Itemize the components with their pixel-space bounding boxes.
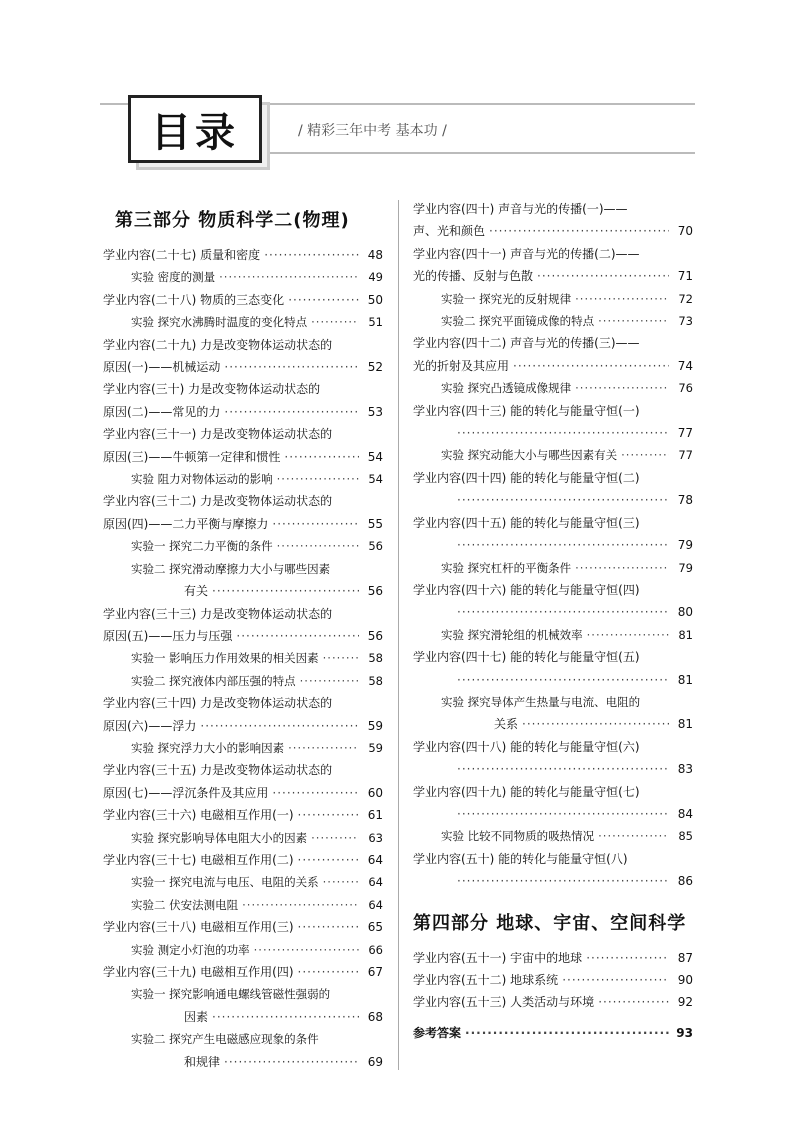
- page-number: 81: [678, 627, 693, 642]
- entry-title: 学业内容(三十五) 力是改变物体运动状态的: [103, 763, 333, 778]
- leader-dots: [457, 422, 669, 444]
- toc-entry[interactable]: [103, 939, 383, 961]
- entry-title: 学业内容(四十九) 能的转化与能量守恒(七): [413, 784, 640, 799]
- page-number: 60: [367, 785, 383, 800]
- leader-dots: [298, 804, 359, 826]
- page-number: 79: [677, 538, 693, 553]
- toc-entry[interactable]: [413, 646, 693, 668]
- toc-entry[interactable]: [103, 715, 383, 737]
- entry-title: 学业内容(三十四) 力是改变物体运动状态的: [103, 696, 333, 711]
- toc-list-right-2: [413, 947, 693, 1014]
- toc-entry[interactable]: [103, 849, 383, 871]
- leader-dots: [254, 939, 359, 961]
- toc-entry[interactable]: [413, 758, 693, 780]
- toc-entry[interactable]: [413, 691, 693, 713]
- toc-entry[interactable]: [103, 535, 383, 557]
- entry-title: 实验一 探究二力平衡的条件: [131, 539, 273, 554]
- page-number: 56: [368, 539, 383, 554]
- section-title-3: 第三部分 物质科学二(物理): [115, 210, 350, 231]
- leader-dots: [298, 849, 359, 871]
- header: [0, 0, 800, 180]
- page-number: 93: [676, 1025, 693, 1040]
- entry-title: 学业内容(三十九) 电磁相互作用(四): [103, 965, 294, 979]
- leader-dots: [298, 916, 359, 938]
- toc-entry[interactable]: [103, 289, 383, 311]
- entry-title: 原因(一)——机械运动: [103, 360, 221, 375]
- toc-entry[interactable]: [413, 713, 693, 735]
- leader-dots: [284, 446, 359, 468]
- leader-dots: [200, 715, 359, 737]
- toc-entry[interactable]: [413, 848, 693, 870]
- page-number: 81: [677, 672, 693, 687]
- leader-dots: [537, 265, 669, 287]
- leader-dots: [224, 356, 359, 378]
- toc-entry[interactable]: [103, 1051, 383, 1073]
- toc-entry[interactable]: [103, 423, 383, 445]
- entry-title: 声、光和颜色: [413, 224, 486, 239]
- page-number: 64: [367, 852, 383, 867]
- leader-dots: [264, 244, 359, 266]
- toc-entry[interactable]: [413, 624, 693, 646]
- entry-title: 实验二 探究平面镜成像的特点: [441, 314, 595, 329]
- page-number: 50: [367, 292, 383, 307]
- toc-entry[interactable]: [103, 961, 383, 983]
- page-number: 59: [367, 718, 383, 733]
- entry-title: 学业内容(五十二) 地球系统: [413, 973, 559, 987]
- leader-dots: [575, 557, 669, 579]
- toc-entry[interactable]: [413, 310, 693, 332]
- toc-entry[interactable]: [413, 991, 693, 1013]
- page-number: 58: [368, 673, 383, 688]
- toc-right-column: [413, 198, 693, 1044]
- leader-dots: [457, 489, 669, 511]
- entry-title: 学业内容(三十三) 力是改变物体运动状态的: [103, 606, 333, 621]
- toc-entry[interactable]: [413, 265, 693, 287]
- toc-entry[interactable]: [103, 804, 383, 826]
- toc-entry[interactable]: [413, 825, 693, 847]
- entry-title: 原因(二)——常见的力: [103, 404, 221, 419]
- page-number: 77: [677, 426, 693, 441]
- entry-title: 实验 探究浮力大小的影响因素: [131, 740, 285, 755]
- entry-title: 学业内容(四十二) 声音与光的传播(三)——: [413, 336, 640, 351]
- leader-dots: [457, 803, 669, 825]
- toc-entry[interactable]: [103, 558, 383, 580]
- entry-title: 实验 阻力对物体运动的影响: [131, 472, 273, 487]
- toc-entry[interactable]: [103, 759, 383, 781]
- page-number: 55: [367, 516, 383, 531]
- page-subtitle: / 精彩三年中考 基本功 /: [298, 123, 447, 139]
- entry-title: 实验 密度的测量: [131, 270, 216, 285]
- page-number: 48: [367, 248, 383, 262]
- toc-entry[interactable]: [413, 489, 693, 511]
- toc-entry[interactable]: [413, 400, 693, 422]
- entry-title: 学业内容(四十六) 能的转化与能量守恒(四): [413, 582, 640, 597]
- page-number: 69: [367, 1054, 383, 1069]
- page-number: 77: [678, 448, 693, 463]
- leader-dots: [219, 266, 359, 288]
- toc-entry[interactable]: [103, 266, 383, 288]
- entry-title: 学业内容(三十八) 电磁相互作用(三): [103, 920, 294, 935]
- toc-entry[interactable]: [413, 969, 693, 991]
- page-number: 56: [367, 584, 383, 599]
- leader-dots: [586, 947, 669, 969]
- entry-title: 学业内容(二十九) 力是改变物体运动状态的: [103, 337, 333, 352]
- entry-title: 实验 探究水沸腾时温度的变化特点: [131, 315, 308, 330]
- leader-dots: [224, 1051, 359, 1073]
- entry-title: 实验 探究杠杆的平衡条件: [441, 560, 572, 575]
- leader-dots: [311, 311, 359, 333]
- entry-title: 学业内容(三十二) 力是改变物体运动状态的: [103, 494, 333, 509]
- leader-dots: [272, 513, 359, 535]
- toc-entry[interactable]: [413, 288, 693, 310]
- entry-title: 学业内容(三十一) 力是改变物体运动状态的: [103, 427, 333, 442]
- leader-dots: [562, 969, 669, 991]
- entry-title: 学业内容(五十三) 人类活动与环境: [413, 995, 595, 1010]
- toc-entry[interactable]: [413, 947, 693, 969]
- toc-entry[interactable]: [103, 983, 383, 1005]
- page-number: 78: [677, 493, 693, 508]
- toc-entry[interactable]: [103, 827, 383, 849]
- toc-entry[interactable]: [103, 311, 383, 333]
- page-number: 68: [367, 1009, 383, 1024]
- page-number: 63: [368, 830, 383, 845]
- toc-entry[interactable]: [103, 446, 383, 468]
- toc-entry[interactable]: [103, 647, 383, 669]
- entry-title: 原因(五)——压力与压强: [103, 628, 233, 643]
- page-number: 64: [368, 875, 383, 890]
- page-number: 81: [677, 717, 693, 732]
- toc-entry[interactable]: [413, 803, 693, 825]
- page-number: 54: [368, 472, 383, 487]
- entry-title: 原因(四)——二力平衡与摩擦力: [103, 516, 269, 531]
- page-number: 72: [678, 291, 693, 306]
- page-number: 64: [368, 897, 383, 912]
- page-number: 51: [368, 315, 383, 330]
- toc-entry[interactable]: [103, 490, 383, 512]
- entry-title: 实验 探究导体产生热量与电流、电阻的: [441, 694, 641, 709]
- leader-dots: [277, 468, 359, 490]
- entry-title: 学业内容(二十七) 质量和密度: [103, 248, 261, 262]
- entry-title: 学业内容(四十七) 能的转化与能量守恒(五): [413, 650, 640, 665]
- toc-entry[interactable]: [103, 670, 383, 692]
- page-number: 56: [367, 628, 383, 643]
- page-number: 87: [677, 950, 693, 965]
- entry-title: 实验二 探究液体内部压强的特点: [131, 673, 296, 688]
- entry-title: 学业内容(四十三) 能的转化与能量守恒(一): [413, 403, 640, 418]
- toc-entry[interactable]: [103, 1006, 383, 1028]
- entry-title: 有关: [184, 584, 209, 599]
- entry-title: 原因(六)——浮力: [103, 718, 197, 733]
- leader-dots: [575, 377, 669, 399]
- page-number: 52: [367, 360, 383, 375]
- entry-title: 学业内容(五十一) 宇宙中的地球: [413, 950, 583, 965]
- column-divider: [398, 200, 399, 1070]
- page-number: 80: [677, 605, 693, 620]
- leader-dots: [465, 1022, 669, 1044]
- toc-entry[interactable]: [413, 422, 693, 444]
- entry-title: 实验二 伏安法测电阻: [131, 897, 239, 912]
- toc-entry[interactable]: [413, 736, 693, 758]
- page-number: 92: [677, 995, 693, 1010]
- page-number: 90: [677, 973, 693, 987]
- section-title-4: 第四部分 地球、宇宙、空间科学: [413, 912, 687, 934]
- page-number: 53: [367, 404, 383, 419]
- toc-entry[interactable]: [413, 512, 693, 534]
- leader-dots: [288, 737, 359, 759]
- leader-dots: [298, 961, 359, 983]
- entry-title: 原因(七)——浮沉条件及其应用: [103, 785, 269, 800]
- toc-entry[interactable]: [103, 356, 383, 378]
- entry-title: 学业内容(四十一) 声音与光的传播(二)——: [413, 246, 640, 261]
- leader-dots: [242, 894, 359, 916]
- toc-entry[interactable]: [103, 603, 383, 625]
- entry-title: 和规律: [184, 1054, 221, 1069]
- entry-title: 关系: [494, 717, 519, 732]
- toc-entry[interactable]: [413, 557, 693, 579]
- leader-dots: [513, 355, 669, 377]
- entry-title: 实验一 探究电流与电压、电阻的关系: [131, 875, 319, 890]
- page-number: 86: [677, 874, 693, 889]
- page-number: 73: [678, 314, 693, 329]
- leader-dots: [236, 625, 359, 647]
- entry-title: 实验二 探究产生电磁感应现象的条件: [131, 1032, 319, 1047]
- toc-list-right: [413, 198, 693, 893]
- toc-entry[interactable]: [103, 401, 383, 423]
- page-number: 84: [677, 806, 693, 821]
- entry-title: 学业内容(三十) 力是改变物体运动状态的: [103, 382, 321, 397]
- leader-dots: [457, 669, 669, 691]
- leader-dots: [300, 670, 359, 692]
- page-number: 59: [368, 740, 383, 755]
- entry-title: 实验 测定小灯泡的功率: [131, 942, 250, 957]
- page-number: 67: [367, 965, 383, 979]
- page-number: 54: [367, 449, 383, 464]
- page-number: 65: [367, 920, 383, 935]
- toc-entry[interactable]: [103, 692, 383, 714]
- entry-title: 实验 探究滑轮组的机械效率: [441, 627, 583, 642]
- toc-entry[interactable]: [103, 513, 383, 535]
- leader-dots: [272, 782, 359, 804]
- page-number: 79: [678, 560, 693, 575]
- leader-dots: [621, 444, 669, 466]
- page-title: 目录: [151, 109, 239, 156]
- entry-title: 实验 探究影响导体电阻大小的因素: [131, 830, 308, 845]
- toc-entry[interactable]: [413, 355, 693, 377]
- answers-label: 参考答案: [413, 1025, 462, 1040]
- toc-entry[interactable]: [413, 669, 693, 691]
- leader-dots: [598, 310, 669, 332]
- leader-dots: [587, 624, 669, 646]
- entry-title: 实验一 影响压力作用效果的相关因素: [131, 651, 319, 666]
- entry-title: 学业内容(四十) 声音与光的传播(一)——: [413, 202, 628, 216]
- page-number: 58: [368, 651, 383, 666]
- leader-dots: [288, 289, 359, 311]
- page-number: 76: [678, 381, 693, 396]
- entry-title: 学业内容(二十八) 物质的三态变化: [103, 292, 285, 307]
- toc-entry[interactable]: [103, 871, 383, 893]
- page-number: 85: [678, 829, 693, 844]
- entry-title: 实验二 探究滑动摩擦力大小与哪些因素: [131, 561, 331, 576]
- toc-list-left: [103, 244, 383, 1073]
- toc-entry[interactable]: [103, 625, 383, 647]
- toc-entry[interactable]: [413, 467, 693, 489]
- entry-title: 光的传播、反射与色散: [413, 269, 534, 284]
- toc-entry[interactable]: [103, 916, 383, 938]
- page-number: 71: [677, 269, 693, 284]
- entry-title: 实验 探究凸透镜成像规律: [441, 381, 572, 396]
- toc-left-column: [103, 200, 383, 1073]
- toc-entry[interactable]: [413, 377, 693, 399]
- entry-title: 学业内容(四十八) 能的转化与能量守恒(六): [413, 739, 640, 754]
- toc-entry[interactable]: [103, 468, 383, 490]
- title-box: [128, 95, 262, 163]
- toc-entry[interactable]: [413, 243, 693, 265]
- toc-entry[interactable]: [413, 198, 693, 220]
- entry-title: 学业内容(四十五) 能的转化与能量守恒(三): [413, 515, 640, 530]
- leader-dots: [212, 580, 359, 602]
- leader-dots: [457, 870, 669, 892]
- toc-entry[interactable]: [413, 781, 693, 803]
- toc-entry[interactable]: [103, 737, 383, 759]
- toc-entry[interactable]: [103, 782, 383, 804]
- leader-dots: [457, 534, 669, 556]
- leader-dots: [323, 647, 359, 669]
- header-rule-bottom: [255, 152, 695, 154]
- leader-dots: [598, 991, 669, 1013]
- entry-title: 因素: [184, 1009, 209, 1024]
- entry-title: 实验 探究动能大小与哪些因素有关: [441, 448, 618, 463]
- toc-entry[interactable]: [103, 580, 383, 602]
- leader-dots: [575, 288, 669, 310]
- toc-entry[interactable]: [103, 244, 383, 266]
- answers-entry[interactable]: [413, 1022, 693, 1044]
- leader-dots: [457, 758, 669, 780]
- leader-dots: [598, 825, 669, 847]
- page-number: 83: [677, 762, 693, 777]
- toc-entry[interactable]: [413, 579, 693, 601]
- toc-entry[interactable]: [413, 601, 693, 623]
- entry-title: 学业内容(四十四) 能的转化与能量守恒(二): [413, 470, 640, 485]
- toc-entry[interactable]: [413, 332, 693, 354]
- toc-entry[interactable]: [413, 444, 693, 466]
- entry-title: 学业内容(三十六) 电磁相互作用(一): [103, 808, 294, 823]
- entry-title: 实验 比较不同物质的吸热情况: [441, 829, 595, 844]
- toc-entry[interactable]: [413, 220, 693, 242]
- toc-entry[interactable]: [103, 894, 383, 916]
- leader-dots: [311, 827, 359, 849]
- toc-entry[interactable]: [103, 1028, 383, 1050]
- toc-entry[interactable]: [413, 870, 693, 892]
- leader-dots: [323, 871, 359, 893]
- entry-title: 学业内容(三十七) 电磁相互作用(二): [103, 852, 294, 867]
- leader-dots: [224, 401, 359, 423]
- entry-title: 学业内容(五十) 能的转化与能量守恒(八): [413, 851, 628, 866]
- page-number: 61: [367, 808, 383, 823]
- page-number: 49: [368, 270, 383, 285]
- leader-dots: [522, 713, 669, 735]
- leader-dots: [489, 220, 669, 242]
- leader-dots: [212, 1006, 359, 1028]
- entry-title: 实验一 探究影响通电螺线管磁性强弱的: [131, 987, 331, 1002]
- entry-title: 实验一 探究光的反射规律: [441, 291, 572, 306]
- page-number: 70: [677, 224, 693, 239]
- toc-entry[interactable]: [103, 378, 383, 400]
- leader-dots: [277, 535, 359, 557]
- leader-dots: [457, 601, 669, 623]
- page-number: 74: [677, 358, 693, 373]
- page-number: 66: [368, 942, 383, 957]
- toc-entry[interactable]: [103, 334, 383, 356]
- toc-entry[interactable]: [413, 534, 693, 556]
- entry-title: 光的折射及其应用: [413, 358, 510, 373]
- entry-title: 原因(三)——牛顿第一定律和惯性: [103, 449, 281, 464]
